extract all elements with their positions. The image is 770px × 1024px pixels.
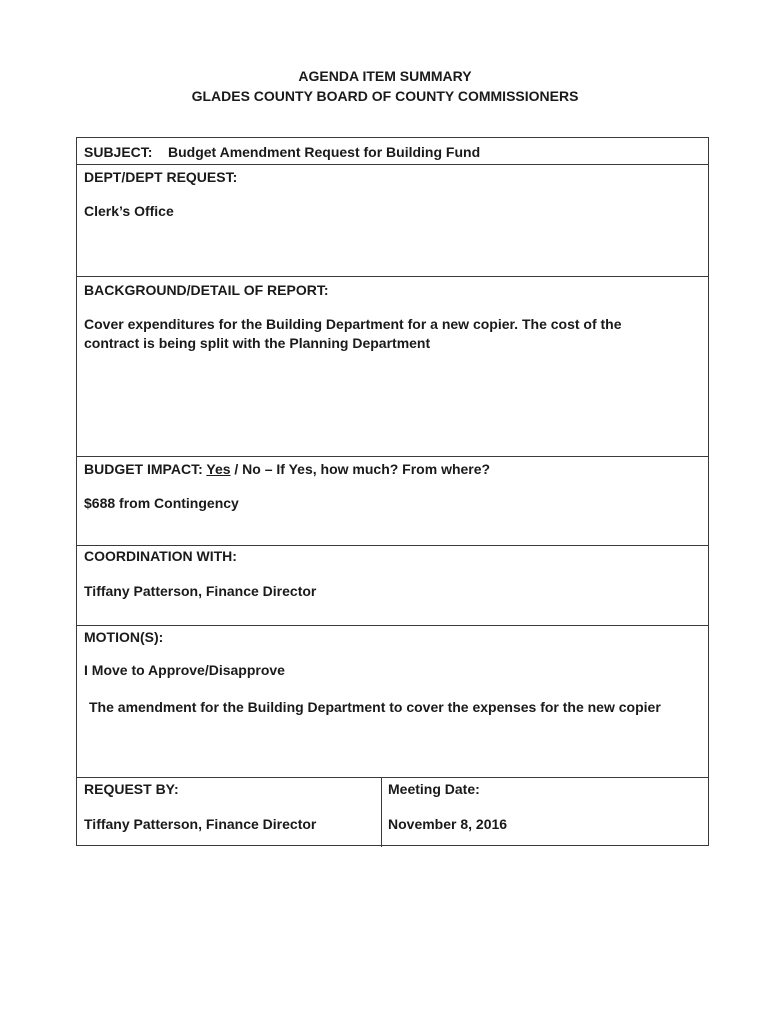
budget-label: BUDGET IMPACT:	[84, 461, 203, 477]
subject-label: SUBJECT:	[84, 144, 153, 160]
budget-impact-line	[84, 461, 490, 477]
document-header	[0, 66, 770, 106]
coordination-row	[77, 546, 708, 626]
motions-label: MOTION(S):	[84, 629, 164, 645]
coordination-label: COORDINATION WITH:	[84, 548, 237, 564]
motions-row	[77, 626, 708, 778]
budget-row	[77, 457, 708, 546]
background-label: BACKGROUND/DETAIL OF REPORT:	[84, 282, 329, 298]
meeting-date-label: Meeting Date:	[388, 781, 480, 797]
budget-yes-option: Yes	[206, 461, 231, 477]
request-by-label: REQUEST BY:	[84, 781, 179, 797]
footer-row	[77, 778, 708, 847]
agenda-form	[76, 137, 709, 846]
header-subtitle: GLADES COUNTY BOARD OF COUNTY COMMISSIONERS	[191, 88, 579, 104]
background-text: Cover expenditures for the Building Department for a new copier. The cost of the contract is being split with the Planning Department	[84, 316, 622, 351]
header-title: AGENDA ITEM SUMMARY	[298, 68, 472, 84]
dept-row	[77, 165, 708, 277]
background-row	[77, 277, 708, 457]
coordination-value: Tiffany Patterson, Finance Director	[84, 583, 317, 599]
dept-value: Clerk’s Office	[84, 203, 174, 219]
request-by-value: Tiffany Patterson, Finance Director	[84, 816, 317, 832]
budget-question: / No – If Yes, how much? From where?	[234, 461, 491, 477]
motion-line-1: I Move to Approve/Disapprove	[84, 662, 285, 678]
footer-column-divider	[381, 778, 382, 847]
subject-value: Budget Amendment Request for Building Fund	[168, 144, 481, 160]
subject-row	[77, 138, 708, 165]
meeting-date-value: November 8, 2016	[388, 816, 508, 832]
motion-line-2: The amendment for the Building Department to cover the expenses for the new copier	[89, 699, 661, 715]
budget-value: $688 from Contingency	[84, 495, 239, 511]
dept-label: DEPT/DEPT REQUEST:	[84, 169, 238, 185]
